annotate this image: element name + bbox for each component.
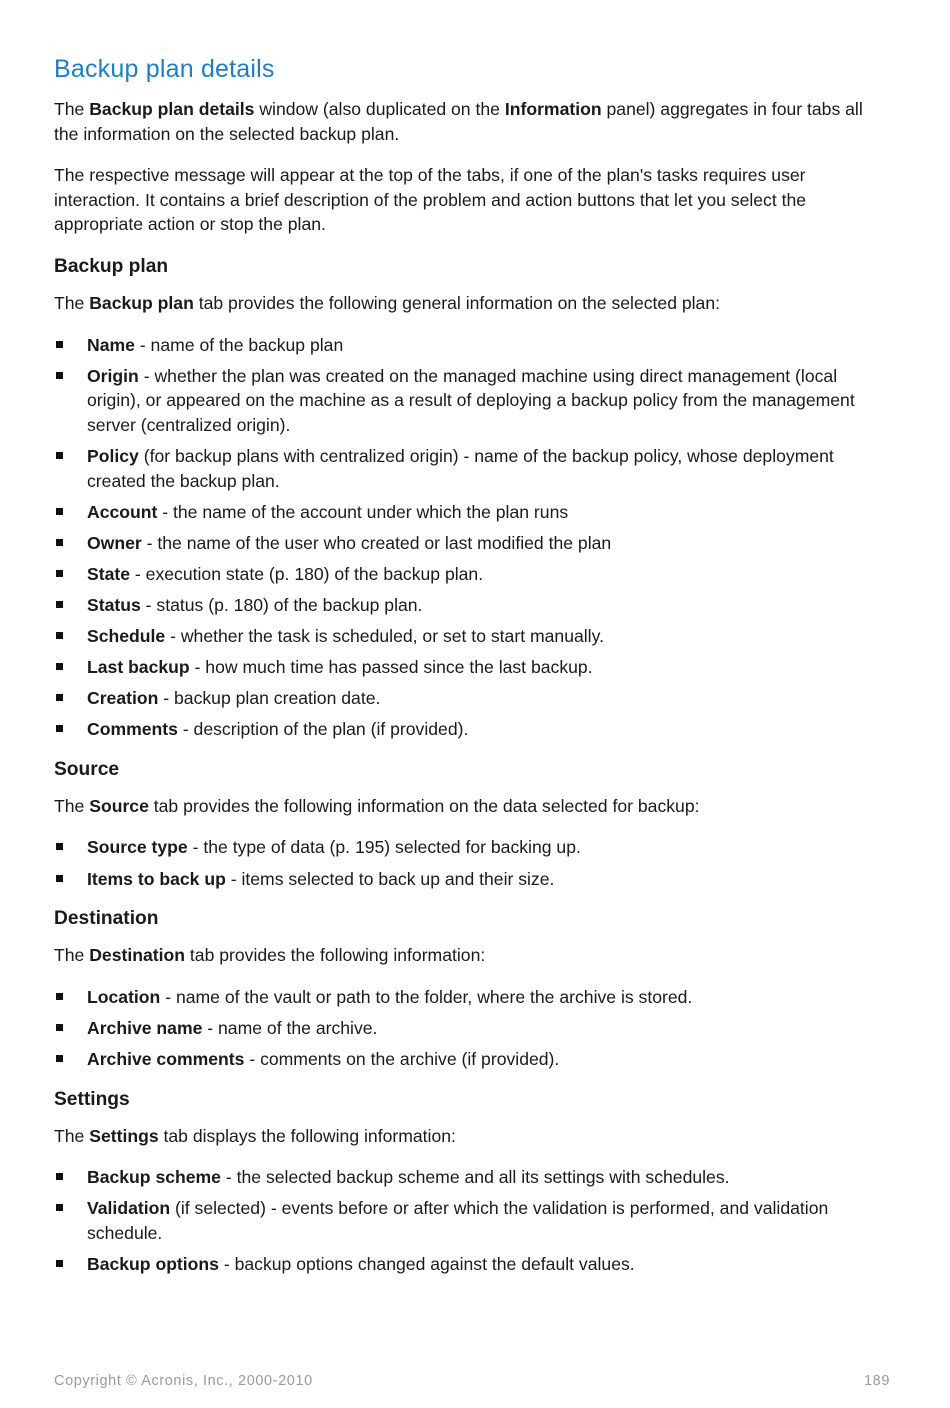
square-bullet-icon — [56, 452, 63, 459]
section-intro-settings: The Settings tab displays the following information: — [54, 1125, 456, 1146]
item-term: State — [87, 563, 131, 584]
section-intro-backup-plan: The Backup plan tab provides the following general information on the selected plan: — [54, 292, 721, 313]
list-item — [54, 364, 890, 438]
item-description: - comments on the archive (if provided). — [244, 1048, 560, 1069]
list-item — [54, 655, 890, 680]
square-bullet-icon — [56, 725, 63, 732]
item-description: - the name of the user who created or last modified the plan — [141, 532, 612, 553]
list-item — [54, 867, 890, 892]
square-bullet-icon — [56, 663, 63, 670]
list-item — [54, 333, 890, 358]
sections-container — [54, 254, 890, 1277]
page-footer — [54, 1373, 890, 1393]
section-intro-destination: The Destination tab provides the following information: — [54, 945, 486, 966]
item-description: - whether the task is scheduled, or set to start manually. — [165, 626, 604, 646]
section-heading-settings: Settings — [54, 1088, 130, 1110]
list-item — [54, 835, 890, 860]
section-heading-backup-plan: Backup plan — [54, 255, 169, 277]
item-description: - name of the vault or path to the folder, where the archive is stored. — [160, 986, 693, 1007]
item-term: Source type — [87, 837, 188, 858]
list-item — [54, 531, 890, 556]
square-bullet-icon — [56, 1024, 63, 1031]
square-bullet-icon — [56, 694, 63, 701]
list-item — [54, 444, 890, 493]
bullet-list-destination — [54, 985, 890, 1072]
item-term: Owner — [87, 532, 142, 553]
item-description: - name of the archive. — [202, 1017, 378, 1038]
section-heading-destination: Destination — [54, 908, 159, 930]
item-term: Name — [87, 334, 135, 355]
section-intro-source: The Source tab provides the following information on the data selected for backup: — [54, 795, 700, 816]
item-term: Archive name — [87, 1017, 203, 1038]
bullet-list-backup-plan — [54, 333, 890, 742]
square-bullet-icon — [56, 372, 63, 379]
copyright-text: Copyright © Acronis, Inc., 2000-2010 — [54, 1373, 313, 1389]
item-description: - status (p. 180) of the backup plan. — [140, 594, 423, 615]
item-description: - items selected to back up and their size. — [225, 868, 555, 889]
list-item — [54, 985, 890, 1010]
item-description: (for backup plans with centralized origin) - name of the backup policy, whose deployment created the backup plan. — [87, 445, 834, 491]
item-term: Backup scheme — [87, 1167, 221, 1188]
item-term: Comments — [87, 719, 178, 740]
square-bullet-icon — [56, 341, 63, 348]
item-description: - how much time has passed since the last backup. — [189, 657, 593, 678]
item-term: Archive comments — [87, 1048, 245, 1069]
item-term: Location — [87, 986, 161, 1007]
item-term: Schedule — [87, 626, 166, 646]
item-description: (if selected) - events before or after which the validation is performed, and validation schedule. — [87, 1198, 829, 1243]
section-heading-source: Source — [54, 758, 120, 780]
list-item — [54, 500, 890, 525]
item-term: Policy — [87, 445, 139, 466]
list-item — [54, 686, 890, 711]
item-description: - description of the plan (if provided). — [177, 719, 469, 740]
item-description: - whether the plan was created on the managed machine using direct management (local origin), or appeared on the machine as a result of deploying a backup policy from the management server (centralized origin). — [87, 365, 855, 435]
item-term: Creation — [87, 688, 159, 709]
intro-paragraph-2: The respective message will appear at the top of the tabs, if one of the plan's tasks requires user interaction. It contains a brief description of the problem and action buttons that let you select the appropriate action or stop the plan. — [54, 165, 807, 235]
list-item — [54, 1016, 890, 1041]
square-bullet-icon — [56, 632, 63, 639]
item-term: Origin — [87, 365, 139, 386]
square-bullet-icon — [56, 1173, 63, 1180]
square-bullet-icon — [56, 508, 63, 515]
item-description: - the name of the account under which the plan runs — [157, 501, 569, 522]
item-description: - backup options changed against the default values. — [218, 1253, 635, 1274]
item-description: - name of the backup plan — [134, 334, 344, 355]
item-term: Backup options — [87, 1253, 219, 1274]
page-title: Backup plan details — [54, 55, 275, 83]
square-bullet-icon — [56, 875, 63, 882]
list-item — [54, 1047, 890, 1072]
bullet-list-source — [54, 835, 890, 891]
item-term: Status — [87, 594, 141, 615]
square-bullet-icon — [56, 539, 63, 546]
intro-paragraph-1: The Backup plan details window (also duplicated on the Information panel) aggregates in four tabs all the information on the selected backup plan. — [54, 99, 863, 144]
item-term: Account — [87, 501, 158, 522]
list-item — [54, 624, 890, 649]
item-description: - the type of data (p. 195) selected for backing up. — [187, 837, 581, 858]
list-item — [54, 1196, 890, 1245]
item-term: Items to back up — [87, 868, 226, 889]
square-bullet-icon — [56, 993, 63, 1000]
list-item — [54, 1165, 890, 1190]
list-item — [54, 1252, 890, 1277]
item-term: Last backup — [87, 657, 190, 678]
item-description: - the selected backup scheme and all its settings with schedules. — [220, 1167, 730, 1188]
list-item — [54, 562, 890, 587]
square-bullet-icon — [56, 1260, 63, 1267]
square-bullet-icon — [56, 1055, 63, 1062]
square-bullet-icon — [56, 601, 63, 608]
bullet-list-settings — [54, 1165, 890, 1276]
page-number: 189 — [864, 1373, 890, 1389]
list-item — [54, 593, 890, 618]
square-bullet-icon — [56, 1204, 63, 1211]
item-description: - backup plan creation date. — [158, 688, 381, 709]
square-bullet-icon — [56, 570, 63, 577]
item-term: Validation — [87, 1198, 171, 1219]
square-bullet-icon — [56, 843, 63, 850]
item-description: - execution state (p. 180) of the backup plan. — [130, 563, 484, 584]
document-page — [54, 52, 890, 1292]
list-item — [54, 717, 890, 742]
